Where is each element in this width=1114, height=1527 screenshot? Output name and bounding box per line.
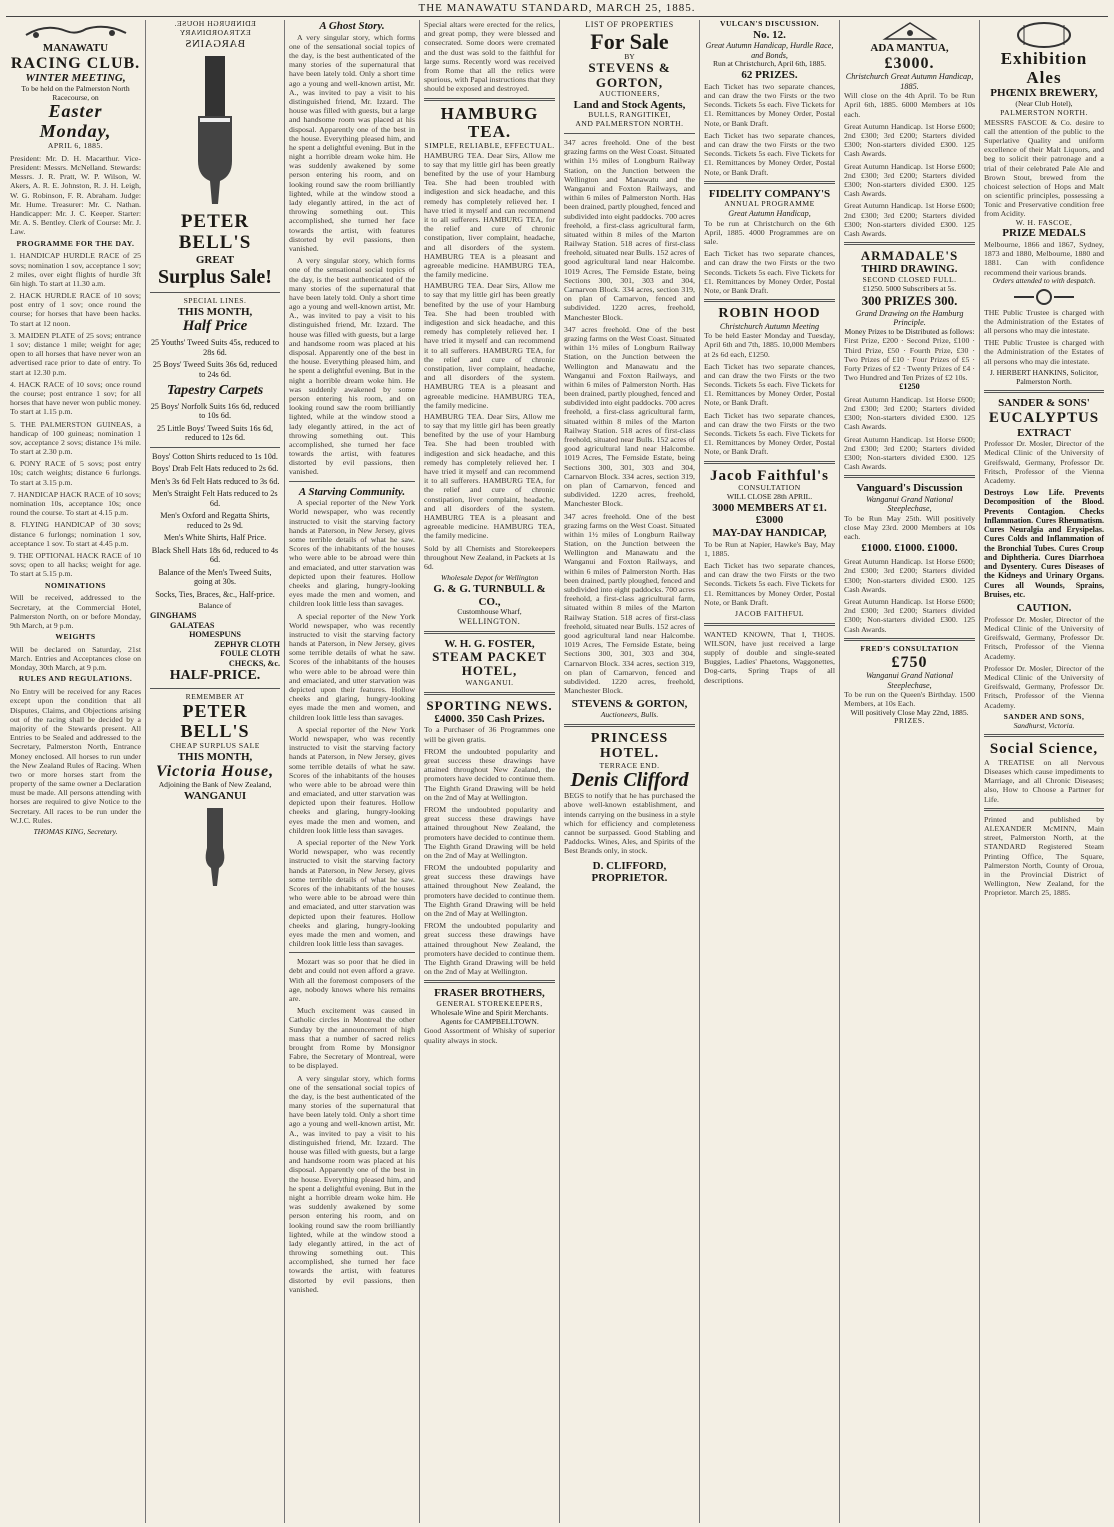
ad-heading: CAUTION. <box>1016 602 1072 615</box>
article-body: A special reporter of the New York World newspaper, who was recently instructed to visit the starving factory hands at Paterson, in New Jersey, gives some terrible details of what he saw. Scores of the inhabitants of the houses who were able to be abroad were thin and emaciated, and utter starvation was depicted upon their features. Hollow cheeks and glaring, hungry-looking eyes made the men and women, and children look little less than savages. <box>289 838 415 949</box>
ad-text: REMEMBER AT <box>185 692 245 702</box>
ad-heading: £4000. 350 Cash Prizes. <box>434 712 545 725</box>
article-body: A very singular story, which forms one of the sensational social topics of the day, is the best authenticated of the many stories of the supernatural that have been lately told. Only a short time ago a young and well-known artist, Mr. A., was invited to pay a visit to his distinguished friend, Mr. Izzard. The house was filled with guests, but a large and handsome room was placed at his disposal. Apparently one of the best in the house. Everything pleased him, and he spent a delightful evening. But in the night a horrible dream woke him. He was suddenly awakened by some person entering his room, and on looking round saw the room brilliantly lighted, while at the window stood a lady elegantly attired, in the act of throwing something out. This accomplished, she turned her face towards the artist, with features distorted by evil passions, then vanished. <box>289 256 415 477</box>
article-body: Much excitement was caused in Catholic circles in Montreal the other Sunday by the announcement of high mass that a number of sacred relics brought from Rome by Monsignor Fabre, the Secretary of Montreal, were to be displayed. <box>289 1006 415 1071</box>
column-6 <box>700 20 840 1523</box>
ad-heading: Land and Stock Agents, <box>573 98 686 111</box>
programme-item: 1. HANDICAP HURDLE RACE of 25 sovs; nomination 1 sov, acceptance 1 sov; 2 miles, over eight flights of hurdle 3ft 6in high. To start at 11.30 a.m. <box>10 251 141 288</box>
ad-heading: PETER BELL'S <box>180 701 250 741</box>
article-body: A very singular story, which forms one of the sensational social topics of the day, is the best authenticated of the many stories of the supernatural that have been lately told. Only a short time ago a young and well-known artist, Mr. A., was invited to pay a visit to his distinguished friend, Mr. Izzard. The house was filled with guests, but a large and handsome room was placed at his disposal. Apparently one of the best in the house. Everything pleased him, and he spent a delightful evening. But in the night a horrible dream woke him. He was suddenly awakened by some person entering his room, and on looking round saw the room brilliantly lighted, while at the window stood a lady elegantly attired, in the act of throwing something out. This accomplished, she turned her face towards the artist, with features distorted by evil passions, then vanished. <box>289 1073 415 1294</box>
ad-heading: VULCAN'S DISCUSSION. <box>719 20 820 28</box>
ad-text: HAMBURG TEA. Dear Sirs, Allow me to say that my little girl has been greatly benefited by the use of your Hamburg Tea. She had been troubled with indigestion and sick headache, and this remedy has completely relieved her. I have tried it myself and can recommend it to all sufferers. HAMBURG TEA, for the relief and cure of chronic constipation, liver complaint, headache, and all disorders of the system. HAMBURG TEA is a pleasant and agreeable medicine. HAMBURG TEA, the family medicine. <box>424 150 555 280</box>
ad-heading: ADA MANTUA, <box>870 42 949 54</box>
prize-table: First Prize, £200 · Second Prize, £100 · Third Prize, £50 · Fourth Prize, £30 · Two Prizes of £10 · Four Prizes of £5 · Forty Prizes of £2 · Twenty Prizes of £4 · Two Hundred and Ten Prizes of £2 10s. <box>844 336 975 383</box>
article-title: A Ghost Story. <box>319 20 385 32</box>
ad-text: Will be received, addressed to the Secretary, at the Commercial Hotel, Palmerston North, on or before Monday, 9th March, at 9 p.m. <box>10 593 141 630</box>
ad-heading: THIS MONTH, <box>177 750 253 763</box>
ad-text: THE Public Trustee is charged with the Administration of the Estates of all persons who may die intestate. <box>984 338 1104 366</box>
ad-text: WANGANUI. <box>465 677 514 687</box>
ad-text: GENERAL STOREKEEPERS, <box>436 998 543 1008</box>
property-list: 347 acres freehold. One of the best grazing farms on the West Coast. Situated within 1½ miles of Longburn Railway Station, on the Junction between the Wellington and Manawatu and the Wanganui and Foxton Railways, and within 6 miles of Palmerston North. Has been drained, partly ploughed, fenced and subdivided into eight paddocks. 700 acres freehold, a first-class agricultural farm, situated within 8 miles of the Marton Railway Station. 518 acres of first-class freehold, situated near Bulls. 152 acres of good agricultural land near Halcombe. 1019 Acres, The Fernside Estate, being Sections 300, 301, 303 and 304, Carnarvon Block. 334 acres, section 319, on plan of Carnarvon, fenced and subdivided. 1220 acres, freehold, Manchester Block. <box>564 138 695 322</box>
ad-text: To be Run at Napier, Hawke's Bay, May 1, 1885. <box>704 539 835 558</box>
column-4 <box>420 20 560 1523</box>
sale-line: Men's 3s 6d Felt Hats reduced to 3s 6d. <box>150 476 280 486</box>
programme-item: 5. THE PALMERSTON GUINEAS, a handicap of 100 guineas; nomination 1 sov, acceptance 2 sovs; distance 1¼ mile. To start at 2.30 p.m. <box>10 419 141 457</box>
section-title: RULES AND REGULATIONS. <box>18 674 133 684</box>
ad-text: No Entry will be received for any Races except upon the condition that all Disputes, Claims, and Objections arising out of the racing shall be decided by a majority of the Stewards present. All Entries to be Sealed and addressed to the Secretary, Palmerston North, Entrance Money enclosed. All horses to run under the New Zealand Rules of Racing. When two or more horses start from the property of the same owner a Declaration must be made. All persons attending with horses are required to give Notice to the Secretary. All races to be run under the W.J.C. Rules. <box>10 687 141 825</box>
pointing-hand-icon <box>150 56 280 206</box>
ad-heading: Exhibition Ales <box>1000 49 1088 87</box>
masthead: THE MANAWATU STANDARD, MARCH 25, 1885. <box>6 0 1108 17</box>
column-1 <box>6 20 146 1523</box>
signature: W. H. FASCOE, <box>1015 217 1073 227</box>
column-2 <box>146 20 285 1523</box>
ad-heading: PETER BELL'S <box>178 211 252 254</box>
ad-heading: £3000. <box>884 54 935 72</box>
ad-text: Run at Christchurch, April 6th, 1885. <box>712 59 827 69</box>
pointing-hand-icon <box>150 808 280 888</box>
ad-text: Each Ticket has two separate chances, and can draw the two Firsts or the two Seconds. Tickets 5s each. Five Tickets for £1. Remittances by Money Order, Postal Note, or Bank Draft. <box>704 249 835 296</box>
ad-text: Money Prizes to be Distributed as follows: <box>844 326 975 336</box>
ad-text: Each Ticket has two separate chances, and can draw the two Firsts or the two Seconds. Tickets 5s each. Five Tickets for £1. Remittances by Money Order, Postal Note, or Bank Draft. <box>704 410 835 457</box>
ad-heading: Jacob Faithful's <box>710 467 829 484</box>
ad-text: Wanganui Grand National Steeplechase, <box>865 671 954 690</box>
ad-heading: WINTER MEETING, <box>25 72 126 85</box>
ad-heading: Surplus Sale! <box>158 265 272 288</box>
sale-line: Black Shell Hats 18s 6d, reduced to 4s 6d. <box>151 545 279 565</box>
fabric-item: HOMESPUNS <box>189 630 241 640</box>
property-list: 347 acres freehold. One of the best grazing farms on the West Coast. Situated within 1½ miles of Longburn Railway Station, on the Junction between the Wellington and Manawatu and the Wanganui and Foxton Railways, and within 6 miles of Palmerston North. Has been drained, partly ploughed, fenced and subdivided into eight paddocks. 700 acres freehold, a first-class agricultural farm, situated within 8 miles of the Marton Railway Station. 518 acres of first-class freehold, situated near Bulls. 152 acres of good agricultural land near Halcombe. 1019 Acres, The Fernside Estate, being Sections 300, 301, 303 and 304, Carnarvon Block. 334 acres, section 319, on plan of Carnarvon, fenced and subdivided. 1220 acres, freehold, Manchester Block. <box>564 324 695 509</box>
cures-list: Destroys Low Life. Prevents Decomposition of the Blood. Prevents Contagion. Checks Inflammation. Cures Rheumatism. Cures Neuralgia and Erysipelas. Cures Colds and Inflammation of the Bronchial Tubes. Cures Croup and Diphtheria. Cures Diarrhoea and Dysentery. Cures Diseases of the Kidneys and Urinary Organs. Cures all Wounds, Sprains, Bruises, etc. <box>984 488 1104 600</box>
ad-heading: MAY-DAY HANDICAP, <box>712 526 827 539</box>
ad-heading: FIDELITY COMPANY'S <box>708 187 831 200</box>
column-8 <box>980 20 1108 1523</box>
ad-heading: FRASER BROTHERS, <box>434 987 545 1000</box>
property-list: 347 acres freehold. One of the best grazing farms on the West Coast. Situated within 1½ miles of Longburn Railway Station, on the Junction between the Wellington and Manawatu and the Wanganui and Foxton Railways, and within 6 miles of Palmerston North. Has been drained, partly ploughed, fenced and subdivided into eight paddocks. 700 acres freehold, a first-class agricultural farm, situated within 8 miles of the Marton Railway Station. 518 acres of first-class freehold, situated near Bulls. 152 acres of good agricultural land near Halcombe. 1019 Acres, The Fernside Estate, being Sections 300, 301, 303 and 304, Carnarvon Block. 334 acres, section 319, on plan of Carnarvon, fenced and subdivided. 1220 acres, freehold, Manchester Block. <box>564 511 695 696</box>
ad-text: Great Autumn Handicap, Hurdle Race, and Bonds, <box>705 41 834 60</box>
fabric-item: FOULE CLOTH <box>220 649 280 659</box>
ad-heading: GREAT <box>195 254 235 267</box>
columns <box>6 20 1108 1523</box>
reversed-text: EDINBURGH HOUSE. <box>174 20 256 28</box>
ad-text: PRIZES. <box>894 716 925 726</box>
fabric-item: CHECKS, &c. <box>228 658 280 668</box>
ad-text: Melbourne, 1866 and 1867, Sydney, 1873 and 1880, Melbourne, 1880 and 1881. Can with confidence recommend their various brands. <box>984 240 1104 277</box>
ad-text: Great Autumn Handicap. 1st Horse £600; 2nd £300; 3rd £200; Starters divided £300; Non-starters divided £300. 125 Cash Awards. <box>844 596 975 634</box>
ad-text: Will positively Close May 22nd, 1885. <box>850 707 969 717</box>
ad-text: Customhouse Wharf, <box>457 607 522 617</box>
article-title: A Starving Community. <box>298 485 406 498</box>
ad-text: Each Ticket has two separate chances, and can draw the two Firsts or the two Seconds. Tickets 5s each. Five Tickets for £1. Remittances by Money Order, Postal Note, or Bank Draft. <box>704 361 835 408</box>
ad-text: FROM the undoubted popularity and great success these drawings have attained throughout New Zealand, the promoters have decided to continue them. The Eighth Grand Drawing will be held on the 2nd of May at Wellington. <box>424 921 555 977</box>
ad-heading: PRIZE MEDALS <box>1002 227 1086 240</box>
ad-heading: Vanguard's Discussion <box>856 482 963 495</box>
ad-text: CHEAP SURPLUS SALE <box>170 740 260 750</box>
ad-heading: PHŒNIX BREWERY, <box>990 87 1098 100</box>
ad-heading: 62 PRIZES. <box>741 69 798 82</box>
ad-heading: SPORTING NEWS. <box>426 697 553 713</box>
ad-text: AND PALMERSTON NORTH. <box>575 119 684 129</box>
ad-text: To a Purchaser of 36 Programmes one will be given gratis. <box>424 725 555 744</box>
ad-heading: FRED'S CONSULTATION <box>860 643 959 653</box>
ad-text: Great Autumn Handicap. 1st Horse £600; 2nd £300; 3rd £200; Starters divided £300; Non-starters divided £300. 125 Cash Awards. <box>844 201 975 238</box>
ad-text: Wholesale Depot for Wellington <box>440 573 539 583</box>
ad-text: Great Autumn Handicap. 1st Horse £600; 2nd £300; 3rd £200; Starters divided £300; Non-starters divided £300. 125 Cash Awards. <box>844 394 975 432</box>
sale-line: 25 Youths' Tweed Suits 45s, reduced to 28s 6d. <box>150 338 280 357</box>
ad-text: FROM the undoubted popularity and great success these drawings have attained throughout New Zealand, the promoters have decided to continue them. The Eighth Grand Drawing will be held on the 2nd of May at Wellington. <box>424 746 555 802</box>
ad-text: Will be declared on Saturday, 21st March. Entries and Acceptances close on Monday, 30th March, at 9 p.m. <box>10 644 141 673</box>
ad-heading: MANAWATU <box>42 42 109 54</box>
ad-text: Sold by all Chemists and Storekeepers throughout New Zealand, in Packets at 1s 6d. <box>424 543 555 571</box>
ad-text: MESSRS FASCOE & Co. desire to call the attention of the public to the Superlative Quality and uniform excellence of their Malt Liquors, and beg to solicit their patronage and a trial of their celebrated Pale Ale and Brown Stout, brewed from the choicest selection of Hops and Malt on scientific principles, possessing a Tonic and Preservative condition free from Acidity. <box>984 117 1104 219</box>
sale-line: Socks, Ties, Braces, &c., Half-price. <box>155 589 275 599</box>
ad-text: Good Assortment of Whisky of superior quality always in stock. <box>424 1026 555 1045</box>
sale-line: Men's Straight Felt Hats reduced to 2s 6d. <box>152 489 278 508</box>
article-body: Special altars were erected for the relics, and great pomp, they were blessed and consecrated. Some doors were cremated and the dust was sold to the faithful for large sums. Recently word was received from Rome that all the relics were spurious, with Papal instructions that they should be exposed and destroyed. <box>424 20 555 94</box>
section-title: WEIGHTS <box>55 632 96 642</box>
ad-heading: For Sale <box>590 28 669 54</box>
ad-text: TERRACE END. <box>599 760 660 770</box>
ad-text: Each Ticket has two separate chances, and can draw the two Firsts or the two Seconds. Tickets 5s each. Five Tickets for £1. Remittances by Money Order, Postal Note, or Bank Draft. <box>704 560 835 607</box>
ad-heading: Social Science, <box>989 741 1099 758</box>
article-body: A special reporter of the New York World newspaper, who was recently instructed to visit the starving factory hands at Paterson, in New Jersey, gives some terrible details of what he saw. Scores of the inhabitants of the houses who were able to be abroad were thin and emaciated, and utter starvation was depicted upon their features. Hollow cheeks and glaring, hungry-looking eyes made the men and women, and children look little less than savages. <box>289 724 415 835</box>
ad-text: Adjoining the Bank of New Zealand, <box>158 779 272 789</box>
sale-line: Men's Oxford and Regatta Shirts, reduced to 2s 9d. <box>160 511 270 530</box>
ad-heading: G. & G. TURNBULL & CO., <box>433 582 546 608</box>
ad-text: PALMERSTON NORTH. <box>1000 107 1088 117</box>
programme-item: 4. HACK RACE of 10 sovs; once round the course; post entrance 1 sov; for all horses that have never won public money. To start at 1.15 p.m. <box>10 379 141 417</box>
column-3 <box>285 20 420 1523</box>
sale-line: Balance of the Men's Tweed Suits, going at 30s. <box>158 567 272 587</box>
fabric-item: ZEPHYR CLOTH <box>214 639 280 649</box>
sale-line: Boys' Cotton Shirts reduced to 1s 10d. <box>152 451 278 461</box>
ad-text: Orders attended to with despatch. <box>992 275 1096 285</box>
programme-item: 8. FLYING HANDICAP of 30 sovs; distance 6 furlongs; nomination 1 sov, acceptance 1 sov. To start at 4.45 p.m. <box>10 520 141 548</box>
ad-text: BY <box>624 51 635 61</box>
ad-text: Grand Drawing on the Hamburg Principle. <box>855 308 964 328</box>
ad-heading: THIRD DRAWING. <box>861 263 958 276</box>
ad-heading: EXTRACT <box>1017 426 1071 439</box>
ad-text: WILL CLOSE 28th APRIL. <box>726 491 813 501</box>
horse-ornament <box>10 20 141 42</box>
ad-text: FROM the undoubted popularity and great success these drawings have attained throughout New Zealand, the promoters have decided to continue them. The Eighth Grand Drawing will be held on the 2nd of May at Wellington. <box>424 804 555 860</box>
ad-text: To be held on the Palmerston North <box>21 83 130 93</box>
ad-heading: 300 PRIZES 300. <box>861 292 958 308</box>
article-body: A very singular story, which forms one of the sensational social topics of the day, is the best authenticated of the many stories of the supernatural that have been lately told. Only a short time ago a young and well-known artist, Mr. A., was invited to pay a visit to his distinguished friend, Mr. Izzard. The house was filled with guests, but a large and handsome room was placed at his disposal. Apparently one of the best in the house. Everything pleased him, and he spent a delightful evening. But in the night a horrible dream woke him. He was suddenly awakened by some person entering his room, and on looking round saw the room brilliantly lighted, while at the window stood a lady elegantly attired, in the act of throwing something out. This accomplished, she turned her face towards the artist, with features distorted by evil passions, then vanished. <box>289 32 415 253</box>
ad-heading: RACING CLUB. <box>10 54 141 72</box>
ad-text: Each Ticket has two separate chances, and can draw the two Firsts or the two Seconds. Tickets 5s each. Five Tickets for £1. Remittances by Money Order, Postal Note, or Bank Draft. <box>704 130 835 177</box>
ad-text: Christchurch Autumn Meeting <box>719 321 820 331</box>
ad-text: WELLINGTON. <box>458 616 521 626</box>
ad-text: A TREATISE on all Nervous Diseases which cause impediments to Marriage, and all Chronic Diseases; also, How to Choose a Partner for Life. <box>984 757 1104 804</box>
programme-item: 7. HANDICAP HACK RACE of 10 sovs; nomination 10s, acceptance 10s; once round the course. To start at 4.15 p.m. <box>10 489 141 518</box>
ad-text: Each Ticket has two separate chances, and can draw the two Firsts or the two Seconds. Tickets 5s each. Five Tickets for £1. Remittances by Money Order, Postal Note, or Bank Draft. <box>704 81 835 128</box>
royal-arms-icon <box>984 286 1104 308</box>
article-body: Mozart was so poor that he died in debt and could not even afford a grave. With all the foremost composers of the age, nobody knows where his remains are. <box>289 957 415 1004</box>
sale-line: Balance of <box>198 601 232 611</box>
ad-heading: Easter Monday, <box>39 101 112 142</box>
ad-text: Christchurch Great Autumn Handicap, 1885. <box>845 72 974 91</box>
ad-text: Great Autumn Handicap. 1st Horse £600; 2nd £300; 3rd £200; Starters divided £300; Non-starters divided £300. 125 Cash Awards. <box>844 121 975 159</box>
ad-heading: SANDER AND SONS, <box>1003 711 1085 721</box>
ad-text: To be held Easter Monday and Tuesday, April 6th and 7th, 1885. 10,000 Members at 2s 6d each, £1250. <box>704 331 835 359</box>
fabric-item: GINGHAMS <box>150 611 197 621</box>
ad-text: To be run at Christchurch on the 6th April, 1885. 4000 Programmes are on sale. <box>704 218 835 247</box>
ad-text: Professor Dr. Mosler, Director of the Medical Clinic of the University of Greifswald, Germany, Professor Dr. Fritsch, Professor of the Vienna Academy. <box>984 614 1104 661</box>
ad-heading: HAMBURG TEA. <box>440 103 539 142</box>
ad-heading: W. H. G. FOSTER, <box>444 637 535 650</box>
ad-text: Wanganui Grand National Steeplechase, <box>865 494 954 514</box>
ad-heading: Victoria House, <box>155 763 275 781</box>
sale-line: 25 Boys' Norfolk Suits 16s 6d, reduced to 10s 6d. <box>150 401 280 421</box>
ad-text: Great Autumn Handicap. 1st Horse £600; 2nd £300; 3rd £200; Starters divided £300; Non-starters divided £300. 125 Cash Awards. <box>844 434 975 472</box>
ad-text: Auctioneers, Bulls. <box>600 709 659 719</box>
ad-text: Professor Dr. Mosler, Director of the Medical Clinic of the University of Greifswald, Germany, Professor Dr. Fritsch, Professor of the Vienna Academy. <box>984 439 1104 485</box>
article-body: A special reporter of the New York World newspaper, who was recently instructed to visit the starving factory hands at Paterson, in New Jersey, gives some terrible details of what he saw. Scores of the inhabitants of the houses who were able to be abroad were thin and emaciated, and utter starvation was depicted upon their features. Hollow cheeks and glaring, hungry-looking eyes made the men and women, and children look little less than savages. <box>289 498 415 609</box>
fabric-item: GALATEAS <box>170 620 215 630</box>
section-title: NOMINATIONS <box>44 580 107 590</box>
ad-text: Great Autumn Handicap, <box>728 209 811 219</box>
ad-text: HAMBURG TEA. Dear Sirs, Allow me to say that my little girl has been greatly benefited by the use of your Hamburg Tea. She had been troubled with indigestion and sick headache, and this remedy has completely relieved her. I have tried it myself and can recommend it to all sufferers. HAMBURG TEA, for the relief and cure of chronic constipation, liver complaint, headache, and all disorders of the system. HAMBURG TEA is a pleasant and agreeable medicine. HAMBURG TEA, the family medicine. <box>424 281 555 410</box>
programme-item: 6. PONY RACE of 5 sovs; post entry 10s; catch weights; distance 6 furlongs. To start at 3.15 p.m. <box>10 459 141 487</box>
ad-heading: Denis Clifford <box>570 769 689 792</box>
ad-text: LIST OF PROPERTIES <box>585 20 674 29</box>
prize-total: £1250 <box>899 382 920 392</box>
ad-heading: EUCALYPTUS <box>988 410 1100 427</box>
programme-item: 9. THE OPTIONAL HACK RACE of 10 sovs; open to all hacks; weight for age. To start at 5.15 p.m. <box>10 550 141 579</box>
ad-text: FROM the undoubted popularity and great success these drawings have attained throughout New Zealand, the promoters have decided to continue them. The Eighth Grand Drawing will be held on the 2nd of May at Wellington. <box>424 863 555 919</box>
reversed-text: BARGAINS <box>184 37 246 50</box>
officers-text: President: Mr. D. H. Macarthur. Vice-President: Messrs. McNelland. Stewards: Messrs. J. R. Pratt, W. P. Wilson, W. Akers, A. R. E. Johnston, R. J. H. Leigh, W. G. Robinson, F. R. Abraham. Judge: Mr. Hume. Treasurer: Mr. C. Nathan. Handicapper: Mr. J. C. Keeper. Starter: Mr. A. S. Bentley. Clerk of Course: Mr. J. Law. <box>10 153 141 237</box>
ad-text: ANNUAL PROGRAMME <box>724 199 815 209</box>
ad-text: To be Run May 25th. Will positively close May 23rd. 2000 Members at 10s each. <box>844 514 975 542</box>
ad-text: Great Autumn Handicap. 1st Horse £600; 2nd £300; 3rd £200; Starters divided £300; Non-starters divided £300. 125 Cash Awards. <box>844 557 975 594</box>
ad-text: £1250. 5000 Subscribers at 5s. <box>862 283 957 293</box>
ad-text: Racecourse, on <box>52 92 99 102</box>
sale-line: Men's White Shirts, Half Price. <box>163 533 267 543</box>
ad-heading: £750 <box>891 653 928 671</box>
ad-heading: 3000 MEMBERS AT £1. £3000 <box>712 501 827 527</box>
sale-line: Boys' Drab Felt Hats reduced to 2s 6d. <box>151 464 279 474</box>
imprint: Printed and published by ALEXANDER McMINN, Main street, Palmerston North, at the STANDARD Registered Steam Printing Office, The Square, Palmerston North, County of Oroua, in the Provincial District of Wellington, New Zealand, for the Proprietor. March 25, 1885. <box>984 814 1104 898</box>
signature: J. HERBERT HANKINS, Solicitor, Palmerston North. <box>989 367 1099 386</box>
ad-heading: STEVENS & GORTON, <box>571 698 688 711</box>
ad-text: SPECIAL LINES. <box>183 295 247 305</box>
ad-text: Great Autumn Handicap. 1st Horse £600; 2nd £300; 3rd £200; Starters divided £300; Non-starters divided £300. 125 Cash Awards. <box>844 161 975 199</box>
ad-text: SECOND CLOSED FULL. <box>862 275 957 285</box>
reversed-text: EXTRAORDINARY <box>179 27 251 37</box>
ad-heading: PRINCESS HOTEL. <box>590 730 669 762</box>
ad-text: (Near Club Hotel), <box>1015 99 1073 109</box>
ad-heading: Tapestry Carpets <box>166 382 264 398</box>
barrel-icon <box>984 20 1104 50</box>
ad-text: Agents for CAMPBELLTOWN. <box>440 1016 539 1026</box>
ad-heading: Half Price <box>182 318 248 335</box>
ad-heading: THIS MONTH, <box>177 305 253 318</box>
ad-text: Professor Dr. Mosler, Director of the Medical Clinic of the University of Greifswald, Germany, Professor Dr. Fritsch, Professor of the Vienna Academy. <box>984 663 1104 710</box>
ad-text: BEGS to notify that he has purchased the above well-known establishment, and intends carrying on the business in a style which for efficiency and completeness cannot be surpassed. Good Stabling and Paddocks. Wines, Ales, and Spirits of the Best Brands only, in stock. <box>564 791 695 856</box>
ad-heading: ROBIN HOOD <box>718 306 821 322</box>
programme-item: 3. MAIDEN PLATE of 25 sovs; entrance 1 sov; distance 1 mile; weight for age; open to all horses that have never won an advertised race prior to date of entry. To start at 12.30 p.m. <box>10 330 141 377</box>
ad-text: HAMBURG TEA. Dear Sirs, Allow me to say that my little girl has been greatly benefited by the use of your Hamburg Tea. She had been troubled with indigestion and sick headache, and this remedy has completely relieved her. I have tried it myself and can recommend it to all sufferers. HAMBURG TEA, for the relief and cure of chronic constipation, liver complaint, headache, and all disorders of the system. HAMBURG TEA is a pleasant and agreeable medicine. HAMBURG TEA, the family medicine. <box>424 411 555 541</box>
ad-heading: ARMADALE'S <box>860 248 959 264</box>
ad-text: APRIL 6, 1885. <box>47 141 104 151</box>
ad-heading: D. CLIFFORD, PROPRIETOR. <box>591 859 668 885</box>
column-7 <box>840 20 980 1523</box>
ad-heading: SANDER & SONS' <box>998 397 1090 410</box>
ad-heading: STEVENS & GORTON, <box>588 60 671 90</box>
ad-heading: HALF-PRICE. <box>169 668 261 684</box>
ad-text: BULLS, RANGITIKEI, <box>588 110 671 120</box>
ad-heading: WANGANUI <box>183 789 247 802</box>
sale-line: 25 Little Boys' Tweed Suits 16s 6d, reduced to 12s 6d. <box>156 423 274 443</box>
crest-icon <box>844 20 975 42</box>
ad-text: Will close on the 4th April. To be Run April 6th, 1885. 6000 Members at 10s each. <box>844 91 975 119</box>
ad-heading: STEAM PACKET HOTEL, <box>432 649 547 679</box>
ad-heading: £1000. £1000. £1000. <box>861 541 958 554</box>
ad-heading: No. 12. <box>753 28 786 41</box>
ad-text: AUCTIONEERS, <box>599 89 660 98</box>
ad-text: SIMPLE, RELIABLE, EFFECTUAL. <box>424 140 555 150</box>
article-body: A special reporter of the New York World newspaper, who was recently instructed to visit the starving factory hands at Paterson, in New Jersey, gives some terrible details of what he saw. Scores of the inhabitants of the houses who were able to be abroad were thin and emaciated, and utter starvation was depicted upon their features. Hollow cheeks and glaring, hungry-looking eyes made the men and women, and children look little less than savages. <box>289 611 415 722</box>
ad-text: JACOB FAITHFUL <box>734 608 805 618</box>
section-title: PROGRAMME FOR THE DAY. <box>16 238 135 248</box>
signature: THOMAS KING, Secretary. <box>33 827 118 837</box>
ad-text: CONSULTATION <box>738 483 801 493</box>
ad-text: Wholesale Wine and Spirit Merchants. <box>430 1007 549 1017</box>
ad-text: THE Public Trustee is charged with the Administration of the Estates of all persons who may die intestate. <box>984 307 1104 336</box>
programme-item: 2. HACK HURDLE RACE of 10 sovs; post entry of 1 sov; once round the course; for horses that have been hacks. To start at 12 noon. <box>10 291 141 328</box>
ad-text: WANTED KNOWN, That I, THOS. WILSON, have just received a large supply of double and single-seated Buggies, Ladies' Phaetons, Waggonettes, Dog-carts, Spring Traps of all descriptions. <box>704 629 835 685</box>
ad-text: To be run on the Queen's Birthday. 1500 Members, at 10s Each. <box>844 690 975 709</box>
sale-line: 25 Boys' Tweed Suits 36s 6d, reduced to 24s 6d. <box>152 360 278 379</box>
column-5 <box>560 20 700 1523</box>
ad-text: Sandhurst, Victoria. <box>1013 720 1075 730</box>
